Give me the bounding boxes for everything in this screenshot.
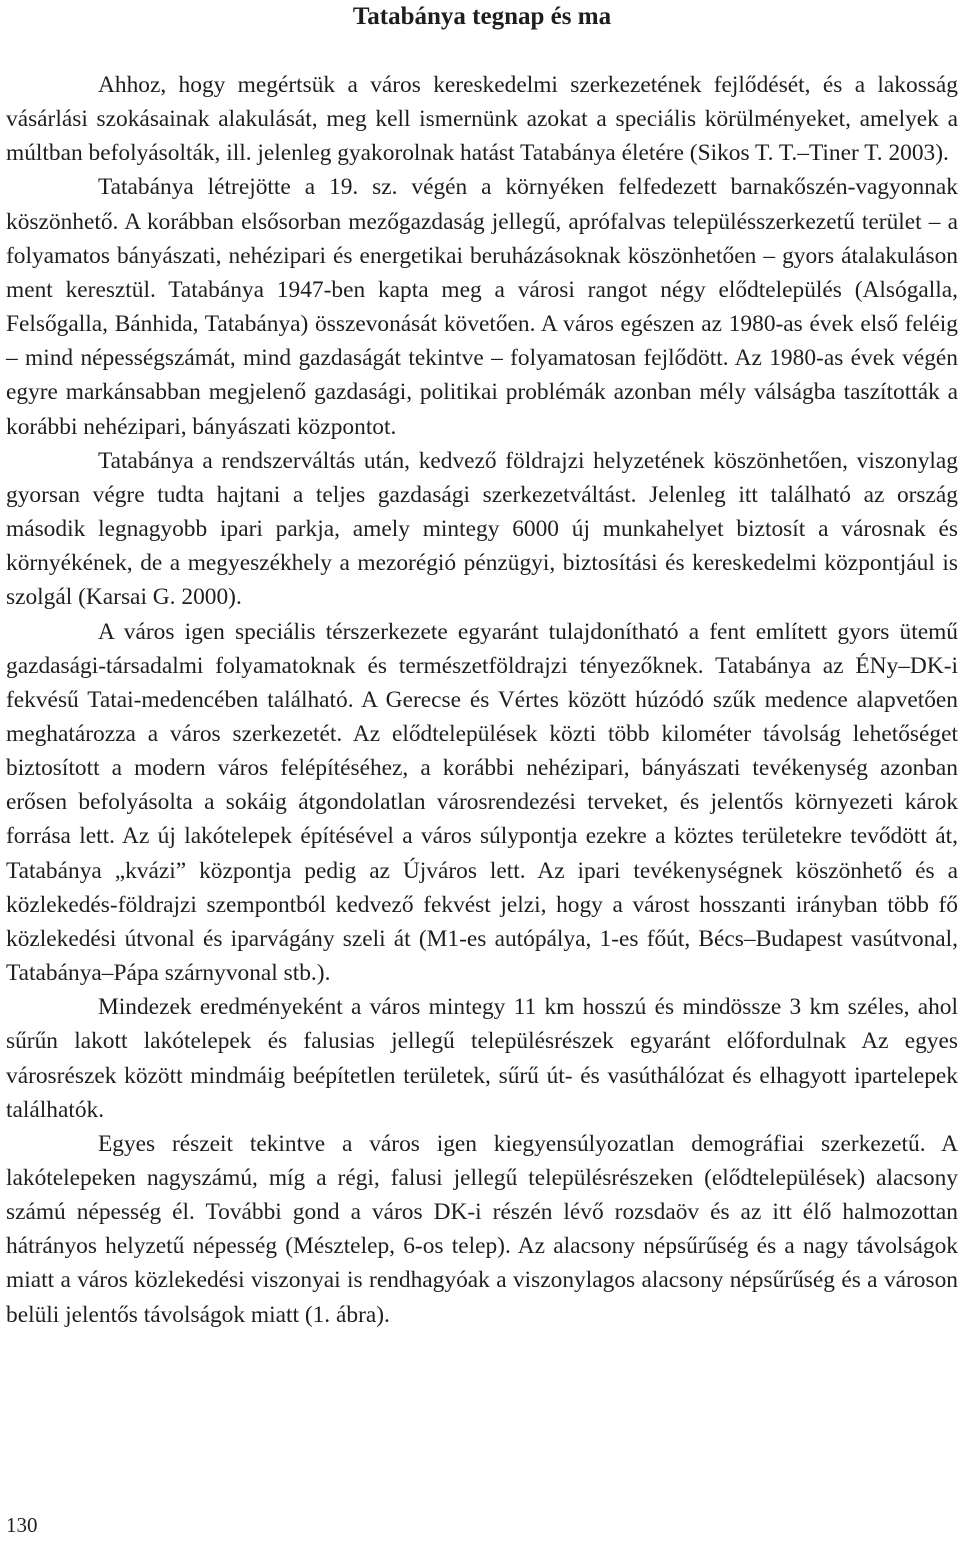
paragraph-4: A város igen speciális térszerkezete egyaránt tulajdonítható a fent említett gyors ütemű gazdasági-társadalmi folyamatoknak és természetföldrajzi tényezőknek. Tatabánya az ÉNy–DK-i fekvésű Tatai-medencében található. A Gerecse és Vértes között húzódó szűk medence alapvetően meghatározza a város szerkezetét. Az elődtelepülések közti több kilométer távolság lehetőséget biztosított a modern város felépítéséhez, a korábbi nehézipari, bányászati tevékenység azonban erősen befolyásolta a sokáig átgondolatlan városrendezési terveket, és jelentős környezeti károk forrása lett. Az új lakótelepek építésével a város súlypontja ezekre a köztes területekre tevődött át, Tatabánya „kvázi” központja pedig az Újváros lett. Az ipari tevékenységnek köszönhető és a közlekedés-földrajzi szempontból kedvező fekvést jelzi, hogy a várost hosszanti irányban több fő közlekedési útvonal és iparvágány szeli át (M1-es autópálya, 1-es főút, Bécs–Budapest vasútvonal, Tatabánya–Pápa szárnyvonal stb.). [6,618,958,987]
page-number: 130 [6,1513,38,1537]
paragraph-2: Tatabánya létrejötte a 19. sz. végén a környéken felfedezett barnakőszén-vagyonnak köszönhető. A korábban elsősorban mezőgazdaság jellegű, aprófalvas településszerkezetű terület – a folyamatos bányászati, nehézipari és energetikai beruházásoknak köszönhetően – gyors átalakuláson ment keresztül. Tatabánya 1947-ben kapta meg a városi rangot négy elődtelepülés (Alsógalla, Felsőgalla, Bánhida, Tatabánya) összevonását követően. A város egészen az 1980-as évek első feléig – mind népességszámát, mind gazdaságát tekintve – folyamatosan fejlődött. Az 1980-as évek végén egyre markánsabban megjelenő gazdasági, politikai problémák azonban mély válságba taszították a korábbi nehézipari, bányászati központot. [6,174,958,440]
paragraph-5: Mindezek eredményeként a város mintegy 11 km hosszú és mindössze 3 km széles, ahol sűrűn lakott lakótelepek és falusias jellegű településrészek egyaránt előfordulnak Az egyes városrészek között mindmáig beépítetlen területek, sűrű út- és vasúthálózat és elhagyott ipartelepek találhatók. [6,994,958,1123]
paragraph-3: Tatabánya a rendszerváltás után, kedvező földrajzi helyzetének köszönhetően, viszonylag gyorsan végre tudta hajtani a teljes gazdasági szerkezetváltást. Jelenleg itt található az ország második legnagyobb ipari parkja, amely mintegy 6000 új munkahelyet biztosít a városnak és környékének, de a megyeszékhely a mezorégió pénzügyi, biztosítási és kereskedelmi központjául is szolgál (Karsai G. 2000). [6,447,958,611]
paragraph-1: Ahhoz, hogy megértsük a város kereskedelmi szerkezetének fejlődését, és a lakosság vásárlási szokásainak alakulását, meg kell ismernünk azokat a speciális körülményeket, amelyek a múltban befolyásolták, ill. jelenleg gyakorolnak hatást Tatabánya életére (Sikos T. T.–Tiner T. 2003). [6,72,958,167]
page-title: Tatabánya tegnap és ma [352,3,612,30]
page [6,0,958,1552]
body-text [6,68,958,1332]
paragraph-6: Egyes részeit tekintve a város igen kiegyensúlyozatlan demográfiai szerkezetű. A lakótelepeken nagyszámú, míg a régi, falusi jellegű településrészeken (elődtelepülések) alacsony számú népesség él. További gond a város DK-i részén lévő rozsdaöv és az itt élő halmozottan hátrányos helyzetű népesség (Mésztelep, 6-os telep). Az alacsony népsűrűség és a nagy távolságok miatt a város közlekedési viszonyai is rendhagyóak a viszonylagos alacsony népsűrűség és a városon belüli jelentős távolságok miatt (1. ábra). [6,1130,958,1328]
